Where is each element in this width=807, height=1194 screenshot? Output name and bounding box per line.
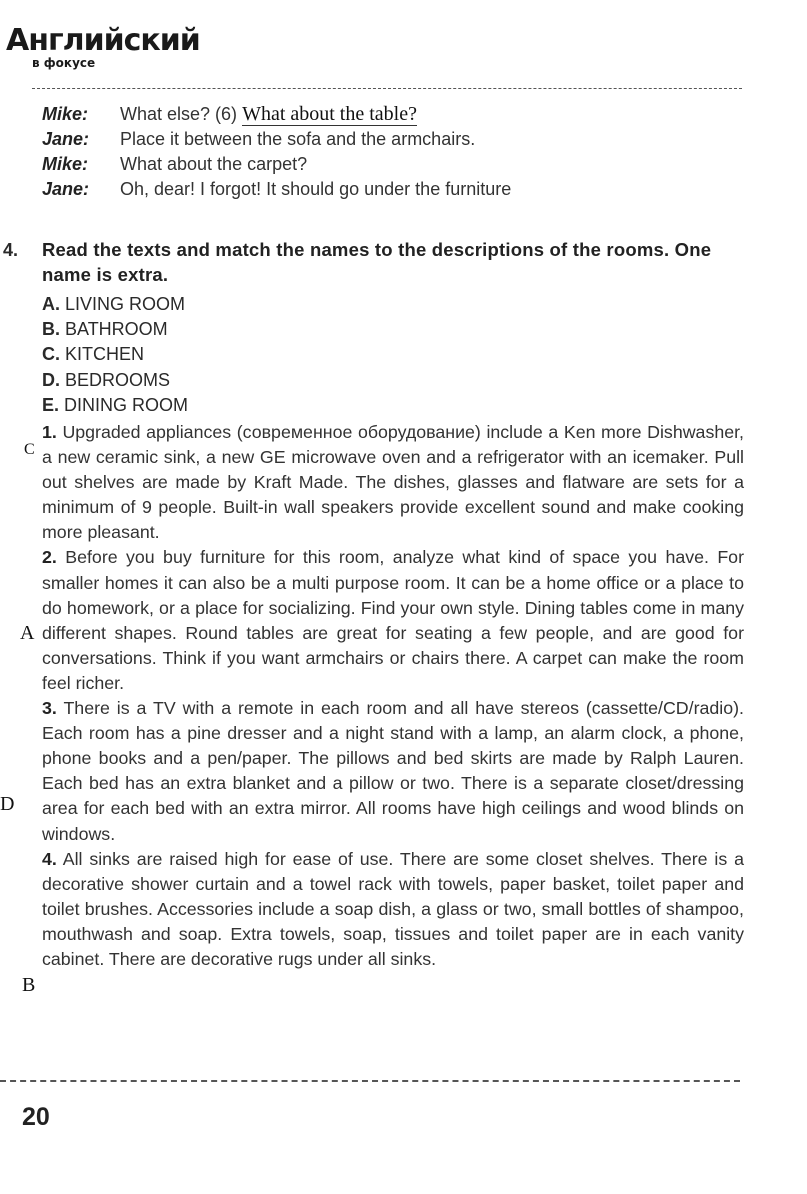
text-number: 3. [42, 698, 57, 719]
text-body: There is a TV with a remote in each room and all have stereos (cassette/CD/radio). Each room has a pine dresser and a night stand with a lamp, an alarm clock, a phone, phone books and a pen/paper. The pillows and bed skirts are made by Ralph Lauren. Each bed has an extra blanket and a pillow or two. There is a separate closet/dressing area for each bed with an extra mirror. All rooms have high ceilings and wood blinds on windows. [42, 698, 744, 844]
margin-answer-1: C [24, 441, 35, 458]
speaker: Jane: [42, 179, 90, 199]
text-number: 1. [42, 422, 57, 442]
text-body: Upgraded appliances (современное оборудование) include a Ken more Dishwasher, a new ceramic sink, a new GE microwave oven and a refrigerator with an icemaker. Pull out shelves are made by Kraft Made. The dishes, glasses and flatware are sets for a minimum of 9 people. Built-in wall speakers provide excellent sound and make cooking more pleasant. [42, 422, 744, 543]
reading-texts [42, 420, 744, 972]
dialog-text [120, 102, 417, 127]
speaker: Mike: [42, 154, 89, 174]
option-letter: E. [42, 394, 60, 415]
option-name: KITCHEN [65, 344, 145, 365]
dialog-text: Oh, dear! I forgot! It should go under the furniture [120, 179, 512, 199]
speaker: Jane: [42, 129, 90, 149]
margin-answer-3: D [0, 793, 15, 815]
option-item [42, 393, 188, 418]
task-number: 4. [3, 240, 19, 260]
text-paragraph [42, 696, 744, 847]
dialog-question: What else? (6) [120, 104, 238, 124]
dialog-line [42, 152, 511, 177]
top-divider [32, 88, 742, 89]
text-number: 4. [42, 848, 57, 869]
option-item [42, 317, 188, 342]
bottom-divider [0, 1080, 740, 1082]
text-body: All sinks are raised high for ease of use. There are some closet shelves. There is a decorative shower curtain and a towel rack with towels, paper basket, toilet paper and toilet brushes. Accessories include a soap dish, a glass or two, small bottles of shampoo, mouthwash and soap. Extra towels, soap, tissues and toilet paper are in each vanity cabinet. There are decorative rugs under all sinks. [42, 848, 744, 969]
text-body: Before you buy furniture for this room, analyze what kind of space you have. For smaller homes it can also be a multi purpose room. It can be a home office or a place to do homework, or a place for socializing. Find your own style. Dining tables come in many different shapes. Round tables are great for seating a few people, and are good for conversations. Think if you want armchairs or chairs there. A carpet can make the room feel richer. [42, 547, 744, 693]
dialog-text: What about the carpet? [120, 154, 308, 174]
dialog-text: Place it between the sofa and the armchairs. [120, 129, 476, 149]
room-options [42, 292, 188, 418]
page-number: 20 [22, 1103, 50, 1131]
logo [6, 23, 200, 70]
option-letter: D. [42, 369, 60, 390]
option-name: LIVING ROOM [65, 294, 186, 314]
text-paragraph [42, 847, 744, 972]
handwritten-answer: What about the table? [242, 103, 417, 125]
option-letter: B. [42, 319, 60, 340]
text-paragraph [42, 545, 744, 696]
speaker: Mike: [42, 104, 89, 124]
option-name: BEDROOMS [65, 369, 171, 390]
option-item [42, 342, 188, 367]
margin-answer-4: B [22, 974, 36, 996]
text-paragraph [42, 420, 744, 545]
option-name: BATHROOM [65, 319, 168, 340]
margin-answer-2: A [20, 622, 35, 644]
dialog-line [42, 102, 511, 127]
option-item [42, 368, 188, 393]
dialog [42, 102, 511, 202]
option-letter: A. [42, 294, 60, 314]
text-number: 2. [42, 547, 57, 568]
option-item [42, 292, 188, 317]
logo-title: Английский [6, 23, 200, 58]
logo-subtitle: в фокусе [32, 56, 96, 70]
dialog-line [42, 177, 511, 202]
dialog-line [42, 127, 511, 152]
option-letter: C. [42, 344, 60, 365]
option-name: DINING ROOM [64, 394, 189, 415]
task-instruction: Read the texts and match the names to the descriptions of the rooms. One name is extra. [42, 239, 712, 285]
